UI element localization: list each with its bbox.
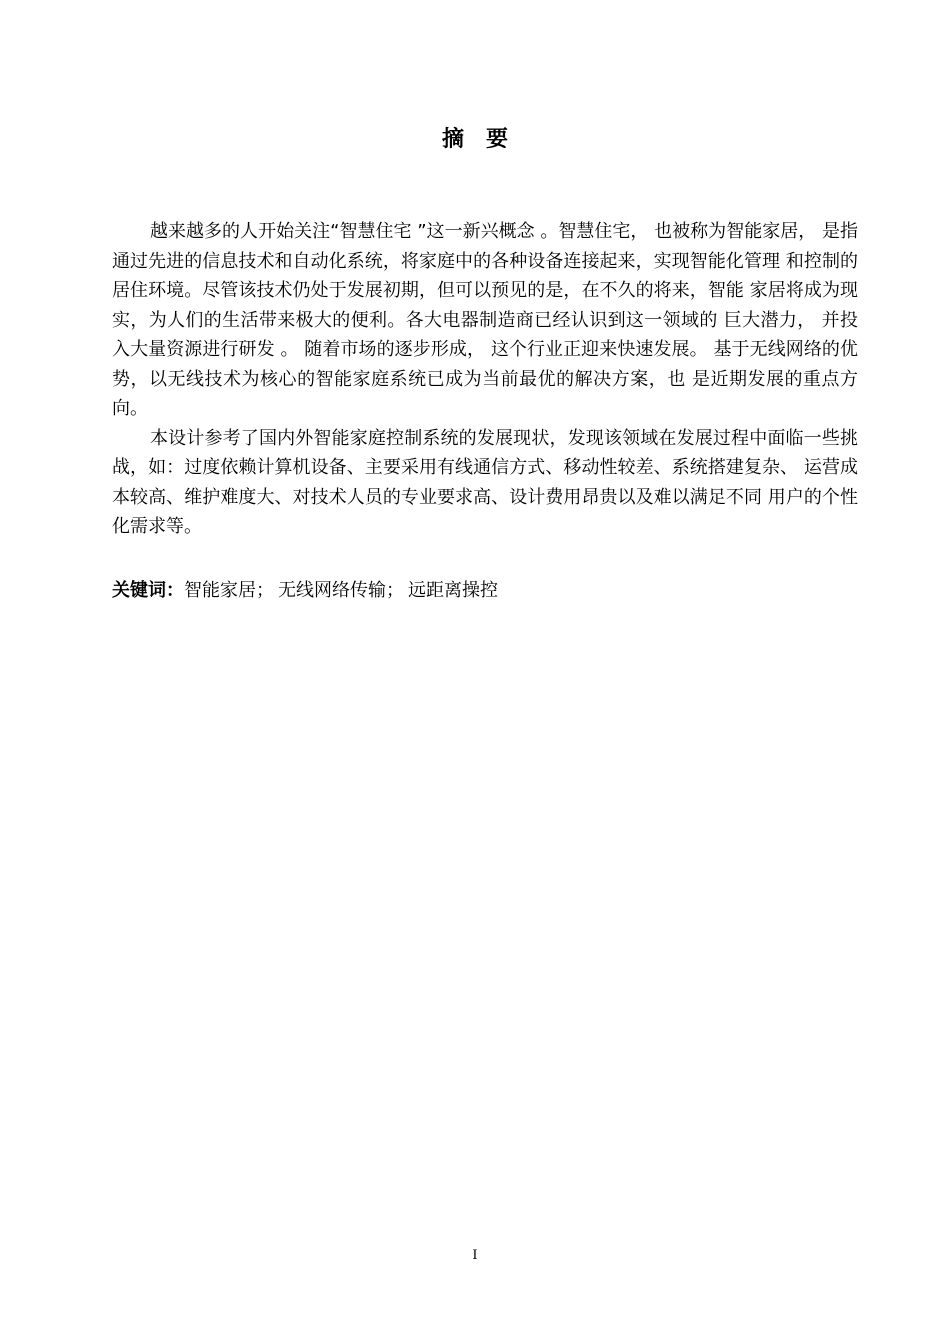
keyword-1: 智能家居； — [184, 580, 274, 601]
keyword-3: 远距离操控 — [408, 580, 498, 601]
keywords-label: 关键词： — [112, 580, 184, 601]
keyword-2: 无线网络传输； — [278, 580, 404, 601]
keywords-line — [112, 576, 858, 605]
abstract-paragraph-2: 本设计参考了国内外智能家庭控制系统的发展现状，发现该领域在发展过程中面临一些挑战，如：过度依赖计算机设备、主要采用有线通信方式、移动性较差、系统搭建复杂、 运营成本较高、维护难度大、对技术人员的专业要求高、设计费用昂贵以及难以满足不同 用户的个性化需求等。 — [112, 427, 858, 537]
page-number: I — [472, 1248, 478, 1263]
page-title: 摘 要 — [441, 127, 508, 152]
abstract-paragraph-1: 越来越多的人开始关注“智慧住宅 ”这一新兴概念 。智慧住宅， 也被称为智能家居， 是指通过先进的信息技术和自动化系统，将家庭中的各种设备连接起来，实现智能化管理 和控制的居住环境。尽管该技术仍处于发展初期，但可以预见的是，在不久的将来，智能 家居将成为现实，为人们的生活带来极大的便利。各大电器制造商已经认识到这一领域的 巨大潜力， 并投入大量资源进行研发 。 随着市场的逐步形成， 这个行业正迎来快速发展。 基于无线网络的优势，以无线技术为核心的智能家庭系统已成为当前最优的解决方案，也 是近期发展的重点方向。 — [112, 221, 858, 419]
abstract-body — [112, 217, 858, 542]
